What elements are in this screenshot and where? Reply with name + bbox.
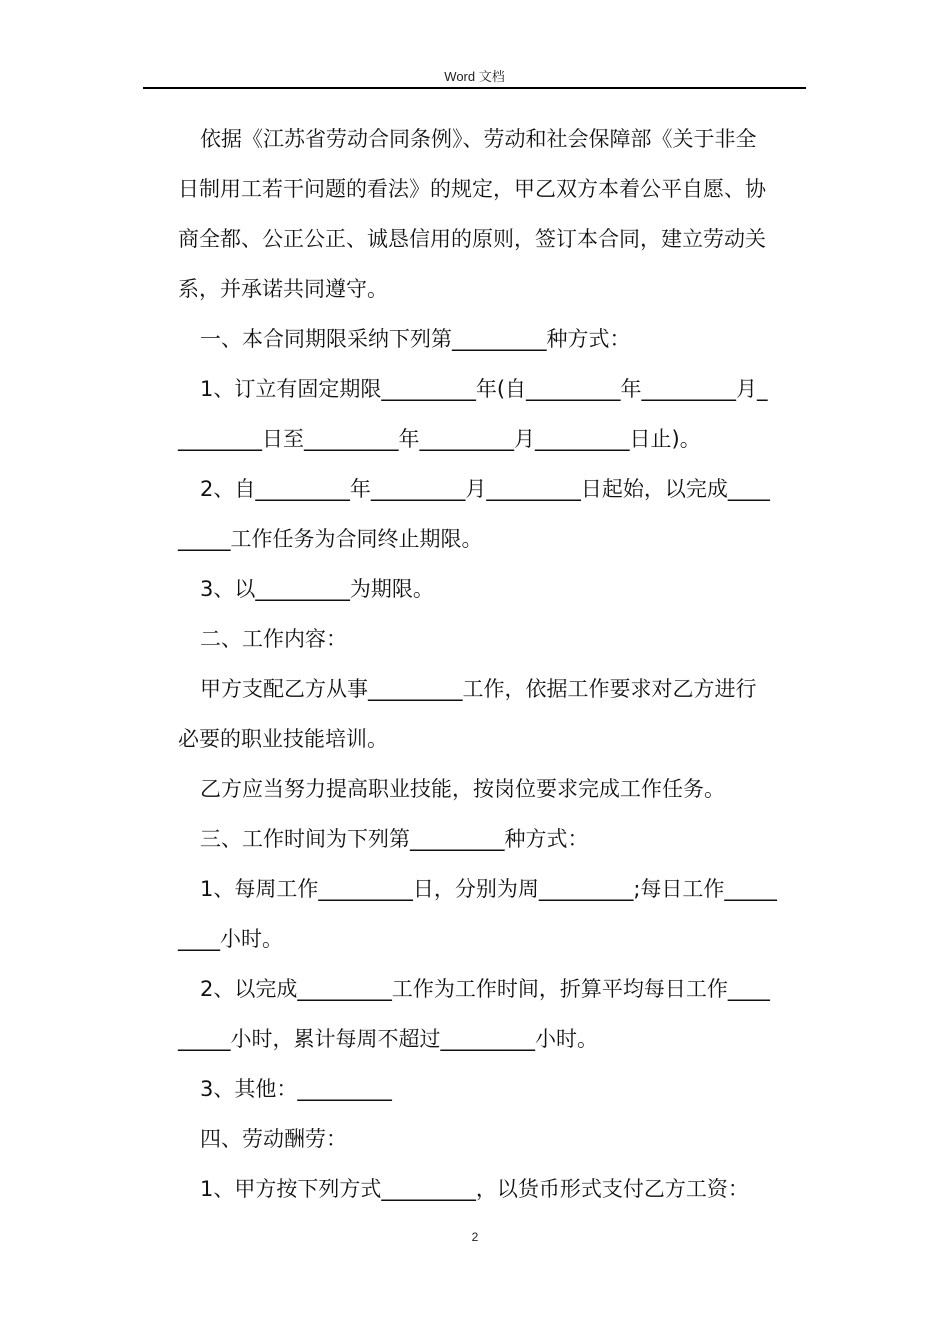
text-line: 系，并承诺共同遵守。 [178,277,388,301]
text-line: 商全都、公正公正、诚恳信用的原则，签订本合同，建立劳动关 [178,227,766,251]
text-line: 2、以完成_________工作为工作时间，折算平均每日工作____ [200,977,770,1001]
text-line: _____小时，累计每周不超过_________小时。 [178,1027,598,1051]
text-line: 3、其他：_________ [200,1077,392,1101]
page-number: 2 [471,1230,479,1244]
header-divider [143,87,806,89]
section-heading: 三、工作时间为下列第_________种方式： [200,827,589,851]
text-line: 日制用工若干问题的看法》的规定，甲乙双方本着公平自愿、协 [178,177,766,201]
section-heading: 四、劳动酬劳： [200,1127,347,1151]
section-heading: 一、本合同期限采纳下列第_________种方式： [200,327,631,351]
text-line: 1、甲方按下列方式_________，以货币形式支付乙方工资： [200,1177,749,1201]
text-line: 1、订立有固定期限_________年(自_________年_________月_ [200,377,768,401]
text-line: 3、以_________为期限。 [200,577,434,601]
page-header: Word 文档 [444,69,505,84]
text-line: 必要的职业技能培训。 [178,727,388,751]
text-line: _____工作任务为合同终止期限。 [178,527,483,551]
text-line: 1、每周工作_________日，分别为周_________;每日工作_____ [200,877,777,901]
text-line: 乙方应当努力提高职业技能，按岗位要求完成工作任务。 [200,777,725,801]
text-line: 甲方支配乙方从事_________工作，依据工作要求对乙方进行 [200,677,757,701]
text-line: ____小时。 [178,927,283,951]
text-line: 依据《江苏省劳动合同条例》、劳动和社会保障部《关于非全 [200,127,757,151]
text-line: 2、自_________年_________月_________日起始，以完成____ [200,477,770,501]
section-heading: 二、工作内容： [200,627,347,651]
text-line: ________日至_________年_________月_________日止)。 [178,427,701,451]
